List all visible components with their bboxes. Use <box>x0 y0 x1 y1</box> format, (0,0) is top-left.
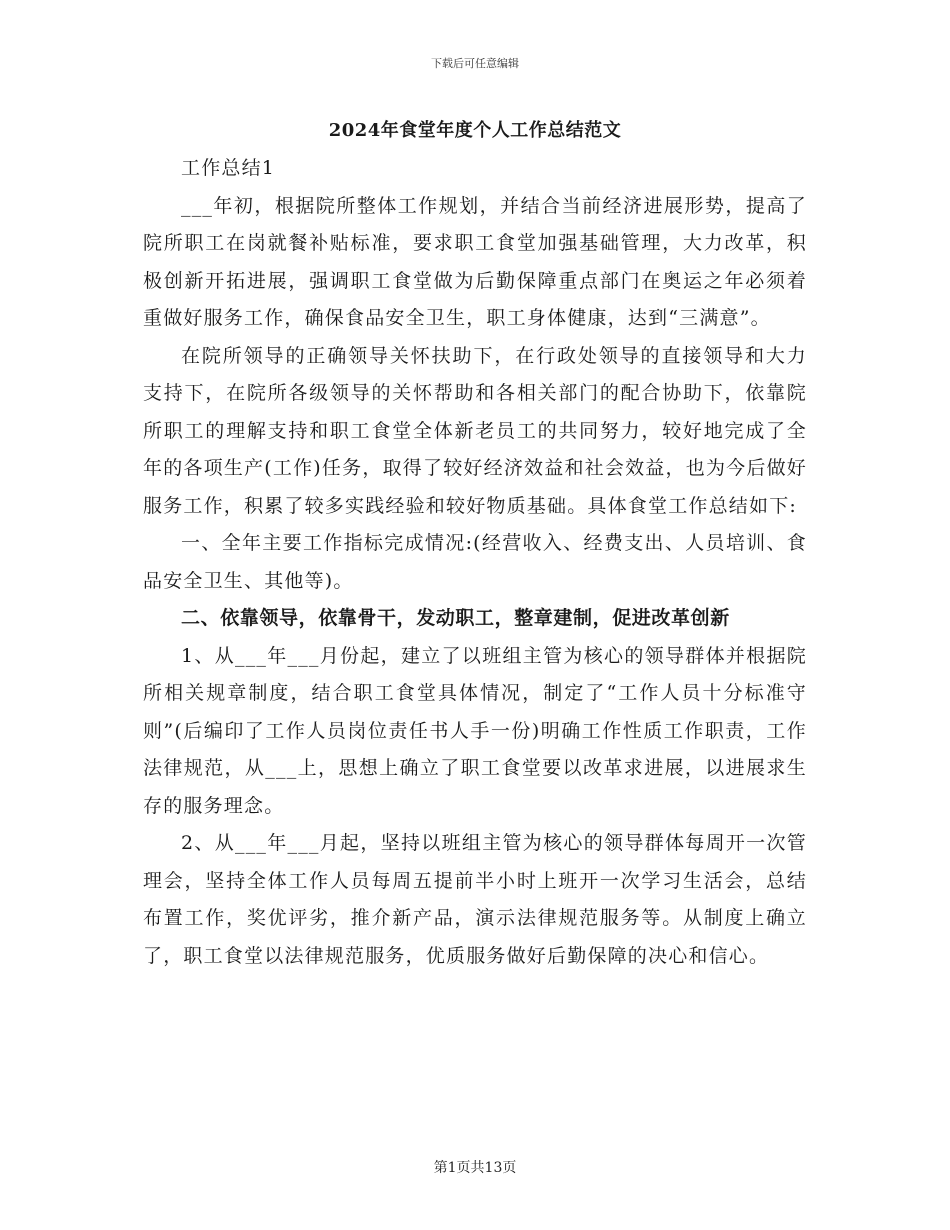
document-title: 2024年食堂年度个人工作总结范文 <box>328 120 622 141</box>
page-number: 第1页共13页 <box>433 1160 517 1176</box>
paragraph-item-1: 1、从___年___月份起，建立了以班组主管为核心的领导群体并根据院所相关规章制度，结合职工食堂具体情况，制定了“工作人员十分标准守则”(后编印了工作人员岗位责任书人手一份)明确工作性质工作职责，工作法律规范，从___上，思想上确立了职工食堂要以改革求进展，以进展求生存的服务理念。 <box>143 644 807 817</box>
page-header-note: 下载后可任意编辑 <box>431 57 519 70</box>
paragraph-indicators: 一、全年主要工作指标完成情况:(经营收入、经费支出、人员培训、食品安全卫生、其他等)。 <box>143 532 807 592</box>
paragraph-leadership: 在院所领导的正确领导关怀扶助下，在行政处领导的直接领导和大力支持下，在院所各级领导的关怀帮助和各相关部门的配合协助下，依靠院所职工的理解支持和职工食堂全体新老员工的共同努力，较好地完成了全年的各项生产(工作)任务，取得了较好经济效益和社会效益，也为今后做好服务工作，积累了较多实践经验和较好物质基础。具体食堂工作总结如下: <box>143 344 807 517</box>
document-body <box>143 150 807 975</box>
subheading-reform: 二、依靠领导，依靠骨干，发动职工，整章建制，促进改革创新 <box>181 607 730 629</box>
paragraph-intro: ___年初，根据院所整体工作规划，并结合当前经济进展形势，提高了院所职工在岗就餐补贴标准，要求职工食堂加强基础管理，大力改革，积极创新开拓进展，强调职工食堂做为后勤保障重点部门在奥运之年必须着重做好服务工作，确保食品安全卫生，职工身体健康，达到“三满意”。 <box>143 194 807 329</box>
section-heading: 工作总结1 <box>181 157 276 179</box>
paragraph-item-2: 2、从___年___月起，坚持以班组主管为核心的领导群体每周开一次管理会，坚持全体工作人员每周五提前半小时上班开一次学习生活会，总结布置工作，奖优评劣，推介新产品，演示法律规范服务等。从制度上确立了，职工食堂以法律规范服务，优质服务做好后勤保障的决心和信心。 <box>143 832 807 967</box>
